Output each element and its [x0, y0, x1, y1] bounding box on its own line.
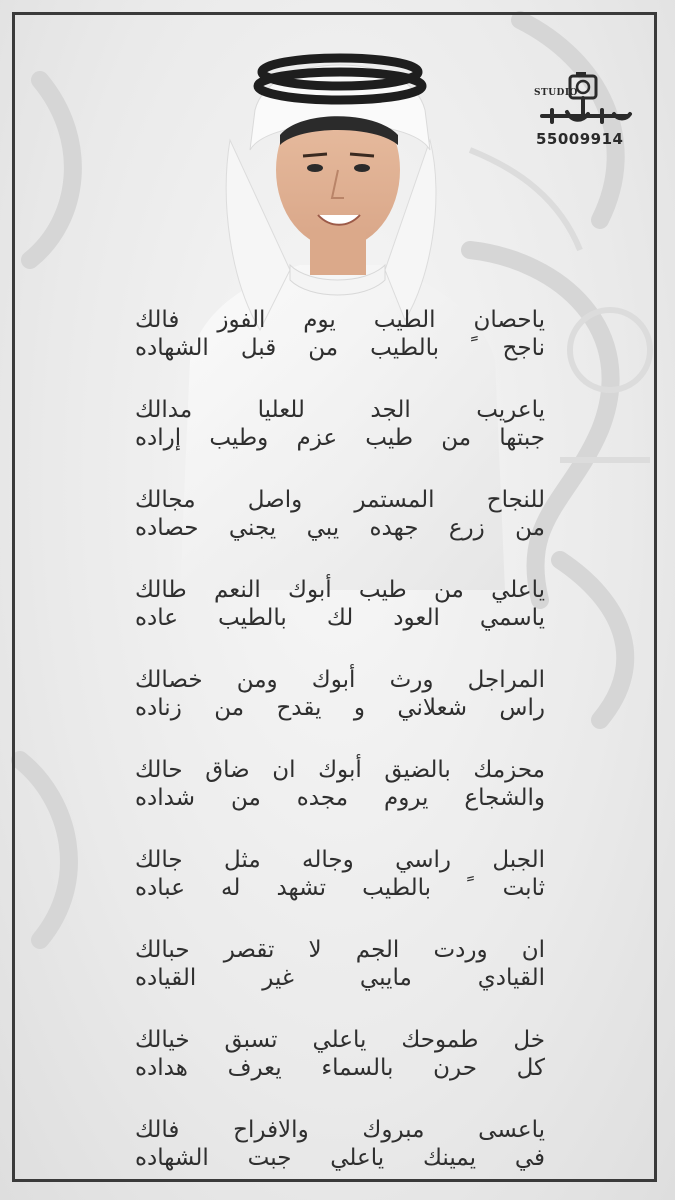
poem-line: المراجل ورث أبوك ومن خصالك: [135, 667, 545, 693]
poem-line: خل طموحك ياعلي تسبق خيالك: [135, 1027, 545, 1053]
poster-frame: [12, 12, 657, 1182]
poem-line: للنجاح المستمر واصل مجالك: [135, 487, 545, 513]
poem-line: ان وردت الجم لا تقصر حبالك: [135, 937, 545, 963]
poem-line: ياعريب الجد للعليا مدالك: [135, 397, 545, 423]
poem-line: ياسمي العود لك بالطيب عاده: [135, 605, 545, 631]
poem-line: محزمك بالضيق أبوك ان ضاق حالك: [135, 757, 545, 783]
poem-line: القيادي مايبي غير القياده: [135, 965, 545, 991]
poem-line: جبتها من طيب عزم وطيب إراده: [135, 425, 545, 451]
poem-line: الجبل راسي وجاله مثل جالك: [135, 847, 545, 873]
poem-line: ياحصان الطيب يوم الفوز فالك: [135, 307, 545, 333]
poem-line: ثابت ً بالطيب تشهد له عباده: [135, 875, 545, 901]
poem-line: من زرع جهده يبي يجني حصاده: [135, 515, 545, 541]
studio-label: STUDIO: [534, 88, 578, 98]
poem-line: ياعلي من طيب أبوك النعم طالك: [135, 577, 545, 603]
poem-line: راس شعلاني و يقدح من زناده: [135, 695, 545, 721]
poem-line: ناجح ً بالطيب من قبل الشهاده: [135, 335, 545, 361]
poem-line: كل حرن بالسماء يعرف هداده: [135, 1055, 545, 1081]
poem-line: والشجاع يروم مجده من شداده: [135, 785, 545, 811]
poem-line: في يمينك ياعلي جبت الشهاده: [135, 1145, 545, 1171]
poem-line: ياعسى مبروك والافراح فالك: [135, 1117, 545, 1143]
phone-number: 55009914: [536, 130, 624, 148]
